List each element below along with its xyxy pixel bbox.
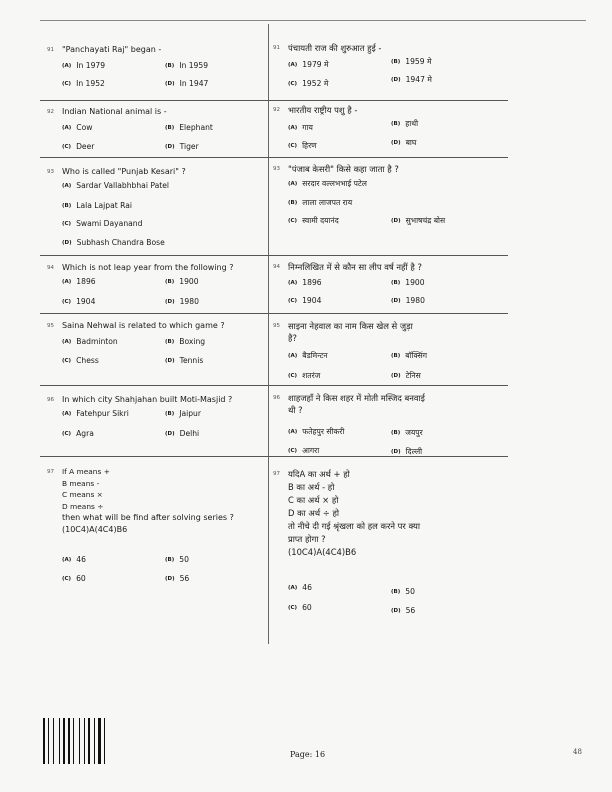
- option-b: (B) 50: [391, 587, 415, 596]
- question-stem-line: (10C4)A(4C4)B6: [288, 547, 357, 557]
- option-d: (D) 1980: [391, 296, 425, 305]
- option-c: (C) हिरण: [288, 141, 317, 150]
- option-a: (A) गाय: [288, 123, 313, 132]
- question-hi-96: [273, 392, 510, 456]
- question-en-97: [47, 466, 266, 583]
- option-b: (B) Jaipur: [165, 409, 201, 418]
- option-c: (C) 1952 मे: [288, 79, 329, 88]
- option-a: (A) 1979 मे: [288, 60, 329, 69]
- question-number: 91: [273, 45, 280, 51]
- option-d: (D) 1980: [165, 297, 199, 306]
- barcode-bar: [84, 718, 85, 764]
- option-c: (C) Agra: [62, 429, 94, 438]
- question-stem: Saina Nehwal is related to which game ?: [62, 321, 225, 330]
- separator: [40, 313, 268, 314]
- separator: [268, 313, 508, 314]
- option-b: (B) बॉक्सिंग: [391, 351, 428, 360]
- option-c: (C) 60: [62, 574, 86, 583]
- option-d: (D) 56: [391, 606, 416, 615]
- barcode-bar: [104, 718, 105, 764]
- separator: [40, 100, 268, 101]
- question-number: 95: [273, 323, 280, 329]
- option-a: (A) सरदार वल्लभभाई पटेल: [288, 179, 367, 188]
- question-stem: निम्नलिखित में से कौन सा लीप वर्ष नहीं है ?: [288, 262, 422, 272]
- option-d: (D) Delhi: [165, 429, 200, 438]
- option-a: (A) बैडमिन्टन: [288, 351, 328, 360]
- question-stem: In which city Shahjahan built Moti-Masjid ?: [62, 395, 233, 404]
- top-rule: [40, 20, 586, 21]
- question-stem-line: शाहजहाँ ने किस शहर में मोती मस्जिद बनवाई: [288, 393, 425, 403]
- question-stem-line: है?: [288, 333, 297, 343]
- question-stem-line: C means ×: [62, 490, 103, 499]
- option-c: (C) Chess: [62, 356, 99, 365]
- option-a: (A) 46: [288, 583, 312, 592]
- separator: [268, 157, 508, 158]
- option-d: (D) Tiger: [165, 142, 199, 151]
- option-a: (A) फतेहपुर सीकरी: [288, 427, 345, 436]
- option-b: (B) Elephant: [165, 123, 213, 132]
- question-number: 92: [47, 109, 54, 115]
- question-stem-line: D का अर्थ ÷ हो: [288, 508, 340, 518]
- option-d: (D) 56: [165, 574, 190, 583]
- barcode-bar: [53, 718, 54, 764]
- barcode: [43, 718, 107, 764]
- question-number: 94: [273, 264, 280, 270]
- barcode-bar: [63, 718, 65, 764]
- question-stem-line: B का अर्थ - हो: [288, 482, 335, 492]
- option-a: (A) Fatehpur Sikri: [62, 409, 129, 418]
- question-stem: Indian National animal is -: [62, 107, 167, 116]
- option-c: (C) In 1952: [62, 79, 105, 88]
- option-c: (C) 1904: [288, 296, 322, 305]
- option-b: (B) In 1959: [165, 61, 209, 70]
- option-b: (B) 1900: [165, 277, 199, 286]
- question-hi-91: [273, 42, 503, 88]
- question-number: 97: [47, 469, 54, 475]
- question-en-96: [47, 394, 266, 438]
- option-b: (B) 1959 मे: [391, 57, 432, 66]
- question-number: 92: [273, 107, 280, 113]
- option-d: (D) टेनिस: [391, 371, 421, 380]
- option-a: (A) 46: [62, 555, 86, 564]
- question-stem: Who is called "Punjab Kesari" ?: [62, 167, 186, 176]
- question-en-92: [47, 106, 262, 151]
- barcode-bar: [48, 718, 49, 764]
- separator: [40, 385, 268, 386]
- option-a: (A) Cow: [62, 123, 93, 132]
- question-stem-line: यदिA का अर्थ + हो: [288, 469, 350, 479]
- barcode-bar: [79, 718, 80, 764]
- option-b: (B) लाला लाजपत राय: [288, 198, 353, 207]
- separator: [40, 255, 268, 256]
- barcode-bar: [98, 718, 101, 764]
- question-stem-line: D means ÷: [62, 501, 104, 511]
- option-c: (C) Deer: [62, 142, 95, 151]
- question-stem: "पंजाब केसरी" किसे कहा जाता है ?: [288, 164, 399, 174]
- option-b: (B) Lala Lajpat Rai: [62, 201, 133, 210]
- option-b: (B) हाथी: [391, 119, 419, 128]
- question-stem-line: If A means +: [62, 467, 110, 476]
- question-number: 93: [47, 169, 54, 175]
- option-a: (A) 1896: [62, 277, 96, 286]
- corner-number: 48: [573, 748, 582, 756]
- question-stem: भारतीय राष्ट्रीय पशु है -: [288, 105, 358, 115]
- option-b: (B) Boxing: [165, 337, 206, 346]
- question-number: 91: [47, 47, 54, 53]
- option-b: (B) 1900: [391, 278, 425, 287]
- question-en-95: [47, 320, 262, 365]
- barcode-bar: [68, 718, 70, 764]
- question-stem-line: B means -: [62, 478, 100, 488]
- barcode-bar: [43, 718, 45, 764]
- question-en-91: [47, 44, 262, 88]
- option-d: (D) Subhash Chandra Bose: [62, 238, 165, 247]
- option-c: (C) स्वामी दयानंद: [288, 216, 339, 225]
- question-number: 94: [47, 265, 54, 271]
- question-en-94: [47, 262, 262, 306]
- option-a: (A) Sardar Vallabhbhai Patel: [62, 181, 169, 190]
- question-stem-line: तो नीचे दी गई श्रृंखला को हल करने पर क्या: [288, 521, 421, 531]
- option-d: (D) 1947 मे: [391, 75, 432, 84]
- option-a: (A) Badminton: [62, 337, 118, 346]
- question-en-93: [47, 166, 262, 247]
- separator: [40, 456, 268, 457]
- option-a: (A) 1896: [288, 278, 322, 287]
- question-stem-line: थी ?: [288, 405, 303, 415]
- option-c: (C) 60: [288, 603, 312, 612]
- column-divider: [268, 24, 269, 644]
- question-stem-line: (10C4)A(4C4)B6: [62, 525, 128, 534]
- option-c: (C) Swami Dayanand: [62, 219, 143, 228]
- question-stem: Which is not leap year from the following ?: [62, 263, 234, 272]
- separator: [40, 157, 268, 158]
- question-stem: पंचायती राज की शुरुआत हुई -: [288, 43, 382, 53]
- separator: [268, 385, 508, 386]
- option-d: (D) सुभाषचंद्र बोस: [391, 216, 446, 225]
- question-hi-97: [273, 468, 510, 615]
- question-number: 96: [273, 395, 280, 401]
- question-hi-93: [273, 163, 503, 225]
- question-stem-line: प्राप्त होगा ?: [288, 534, 326, 544]
- question-hi-92: [273, 104, 503, 150]
- question-hi-94: [273, 261, 508, 305]
- question-number: 97: [273, 471, 280, 477]
- separator: [268, 255, 508, 256]
- barcode-bar: [94, 718, 95, 764]
- option-c: (C) 1904: [62, 297, 96, 306]
- question-stem: "Panchayati Raj" began -: [62, 45, 162, 54]
- option-a: (A) In 1979: [62, 61, 106, 70]
- question-number: 93: [273, 166, 280, 172]
- option-b: (B) जयपुर: [391, 428, 423, 437]
- option-c: (C) शतरंज: [288, 371, 321, 380]
- page-number: Page: 16: [290, 750, 326, 759]
- option-d: (D) दिल्ली: [391, 447, 423, 456]
- barcode-bar: [73, 718, 74, 764]
- option-c: (C) आगरा: [288, 446, 320, 455]
- question-stem-line: साइना नेहवाल का नाम किस खेल से जुड़ा: [288, 321, 413, 331]
- option-d: (D) Tennis: [165, 356, 204, 365]
- question-number: 96: [47, 397, 54, 403]
- question-stem-line: C का अर्थ × हो: [288, 495, 339, 505]
- question-stem-line: then what will be find after solving series ?: [62, 513, 234, 522]
- question-number: 95: [47, 323, 54, 329]
- option-b: (B) 50: [165, 555, 189, 564]
- barcode-bar: [59, 718, 60, 764]
- barcode-bar: [88, 718, 90, 764]
- question-hi-95: [273, 320, 508, 380]
- separator: [268, 100, 508, 101]
- option-d: (D) बाघ: [391, 138, 417, 147]
- option-d: (D) In 1947: [165, 79, 209, 88]
